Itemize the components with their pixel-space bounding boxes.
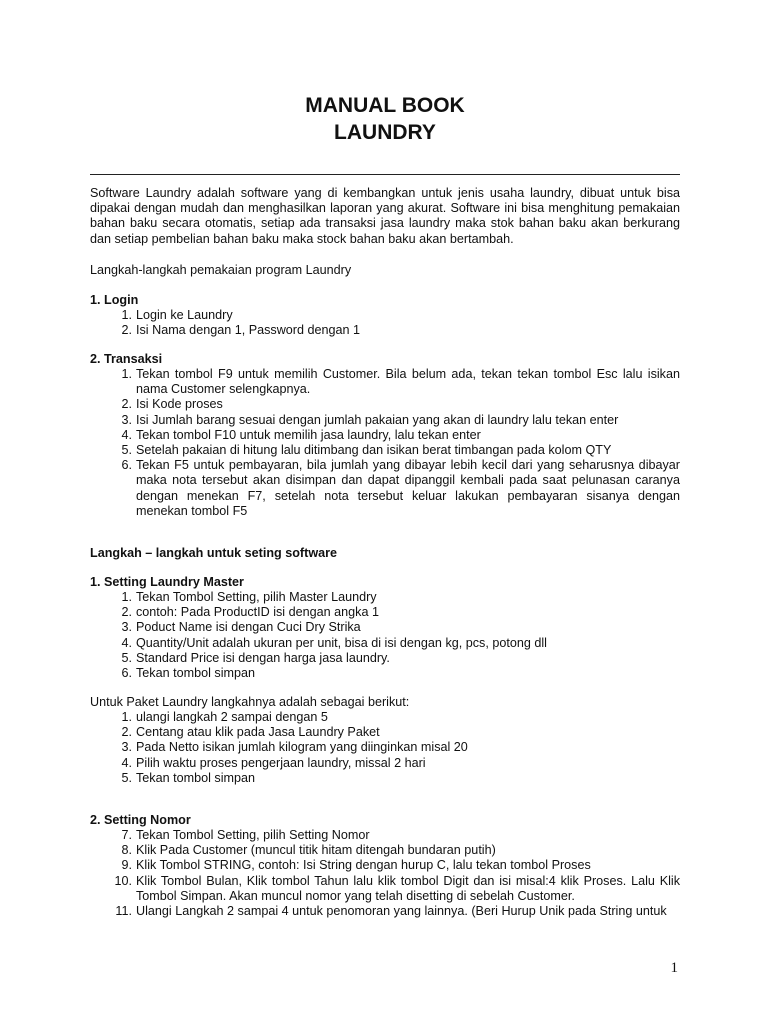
page-number: 1 <box>670 960 678 976</box>
laundry-master-heading: 1. Setting Laundry Master <box>90 575 244 589</box>
list-item: 4. Tekan tombol F10 untuk memilih jasa laundry, lalu tekan enter <box>121 427 481 442</box>
list-item: 2. Centang atau klik pada Jasa Laundry Paket <box>121 725 380 740</box>
nomor-list <box>90 828 680 919</box>
list-item: 4. Quantity/Unit adalah ukuran per unit, bisa di isi dengan kg, pcs, potong dll <box>121 635 547 650</box>
list-item: 5. Tekan tombol simpan <box>121 770 256 785</box>
list-item: 10. Klik Tombol Bulan, Klik tombol Tahun lalu klik tombol Digit dan isi misal:4 klik Proses. Lalu Klik Tombol Simpan. Akan muncul nomor yang telah disetting di sebelah Customer. <box>114 873 680 903</box>
list-item: 6. Tekan tombol simpan <box>121 666 256 681</box>
login-list <box>90 308 680 338</box>
list-item: 5. Standard Price isi dengan harga jasa laundry. <box>121 650 390 665</box>
list-item: 9. Klik Tombol STRING, contoh: Isi String dengan hurup C, lalu tekan tombol Proses <box>121 858 591 873</box>
list-item: 3. Isi Jumlah barang sesuai dengan jumlah pakaian yang akan di laundry lalu tekan enter <box>121 412 619 427</box>
document-title-line2: LAUNDRY <box>334 121 436 144</box>
list-item: 1. Tekan Tombol Setting, pilih Master Laundry <box>121 590 377 604</box>
nomor-heading: 2. Setting Nomor <box>90 813 191 827</box>
steps-intro: Langkah-langkah pemakaian program Laundry <box>90 263 352 277</box>
laundry-master-list <box>90 590 680 681</box>
setting-section-heading: Langkah – langkah untuk seting software <box>90 546 338 560</box>
list-item: 1. ulangi langkah 2 sampai dengan 5 <box>121 710 328 724</box>
paket-list <box>90 710 680 786</box>
intro-paragraph: Software Laundry adalah software yang di kembangkan untuk jenis usaha laundry, dibuat untuk bisa dipakai dengan mudah dan menghasilkan laporan yang akurat. Software ini bisa menghitung pemakaian bahan baku secara otomatis, setiap ada transaksi jasa laundry maka stok bahan baku akan berkurang dan setiap pembelian bahan baku maka stock bahan baku akan bertambah. <box>90 186 680 246</box>
list-item: 2. Isi Nama dengan 1, Password dengan 1 <box>121 323 361 338</box>
list-item: 3. Pada Netto isikan jumlah kilogram yang diinginkan misal 20 <box>121 740 468 755</box>
list-item: 11. Ulangi Langkah 2 sampai 4 untuk penomoran yang lainnya. (Beri Hurup Unik pada String untuk <box>115 904 667 919</box>
list-item: 2. contoh: Pada ProductID isi dengan angka 1 <box>121 605 379 620</box>
list-item: 5. Setelah pakaian di hitung lalu ditimbang dan isikan berat timbangan pada kolom QTY <box>121 443 612 458</box>
title-divider <box>90 174 680 175</box>
document-title-line1: MANUAL BOOK <box>305 94 465 117</box>
list-item: 4. Pilih waktu proses pengerjaan laundry, missal 2 hari <box>121 755 426 770</box>
list-item: 1. Login ke Laundry <box>121 308 233 322</box>
transaksi-list <box>90 367 680 519</box>
list-item: 2. Isi Kode proses <box>121 397 223 412</box>
list-item: 7. Tekan Tombol Setting, pilih Setting Nomor <box>121 828 370 842</box>
login-heading: 1. Login <box>90 293 139 307</box>
list-item: 1. Tekan tombol F9 untuk memilih Customer. Bila belum ada, tekan tekan tombol Esc lalu isikan nama Customer selengkapnya. <box>121 367 680 397</box>
list-item: 3. Poduct Name isi dengan Cuci Dry Strika <box>121 620 361 635</box>
transaksi-heading: 2. Transaksi <box>90 352 163 366</box>
list-item: 8. Klik Pada Customer (muncul titik hitam ditengah bundaran putih) <box>121 843 496 858</box>
paket-intro: Untuk Paket Laundry langkahnya adalah sebagai berikut: <box>90 695 410 709</box>
list-item: 6. Tekan F5 untuk pembayaran, bila jumlah yang dibayar lebih kecil dari yang seharusnya dibayar maka nota tersebut akan disimpan dan dapat dipanggil kembali pada saat pelunasan caranya dengan menekan F7, setelah nota tersebut keluar lakukan pembayaran sisanya dengan menekan tombol F5 <box>121 458 680 518</box>
